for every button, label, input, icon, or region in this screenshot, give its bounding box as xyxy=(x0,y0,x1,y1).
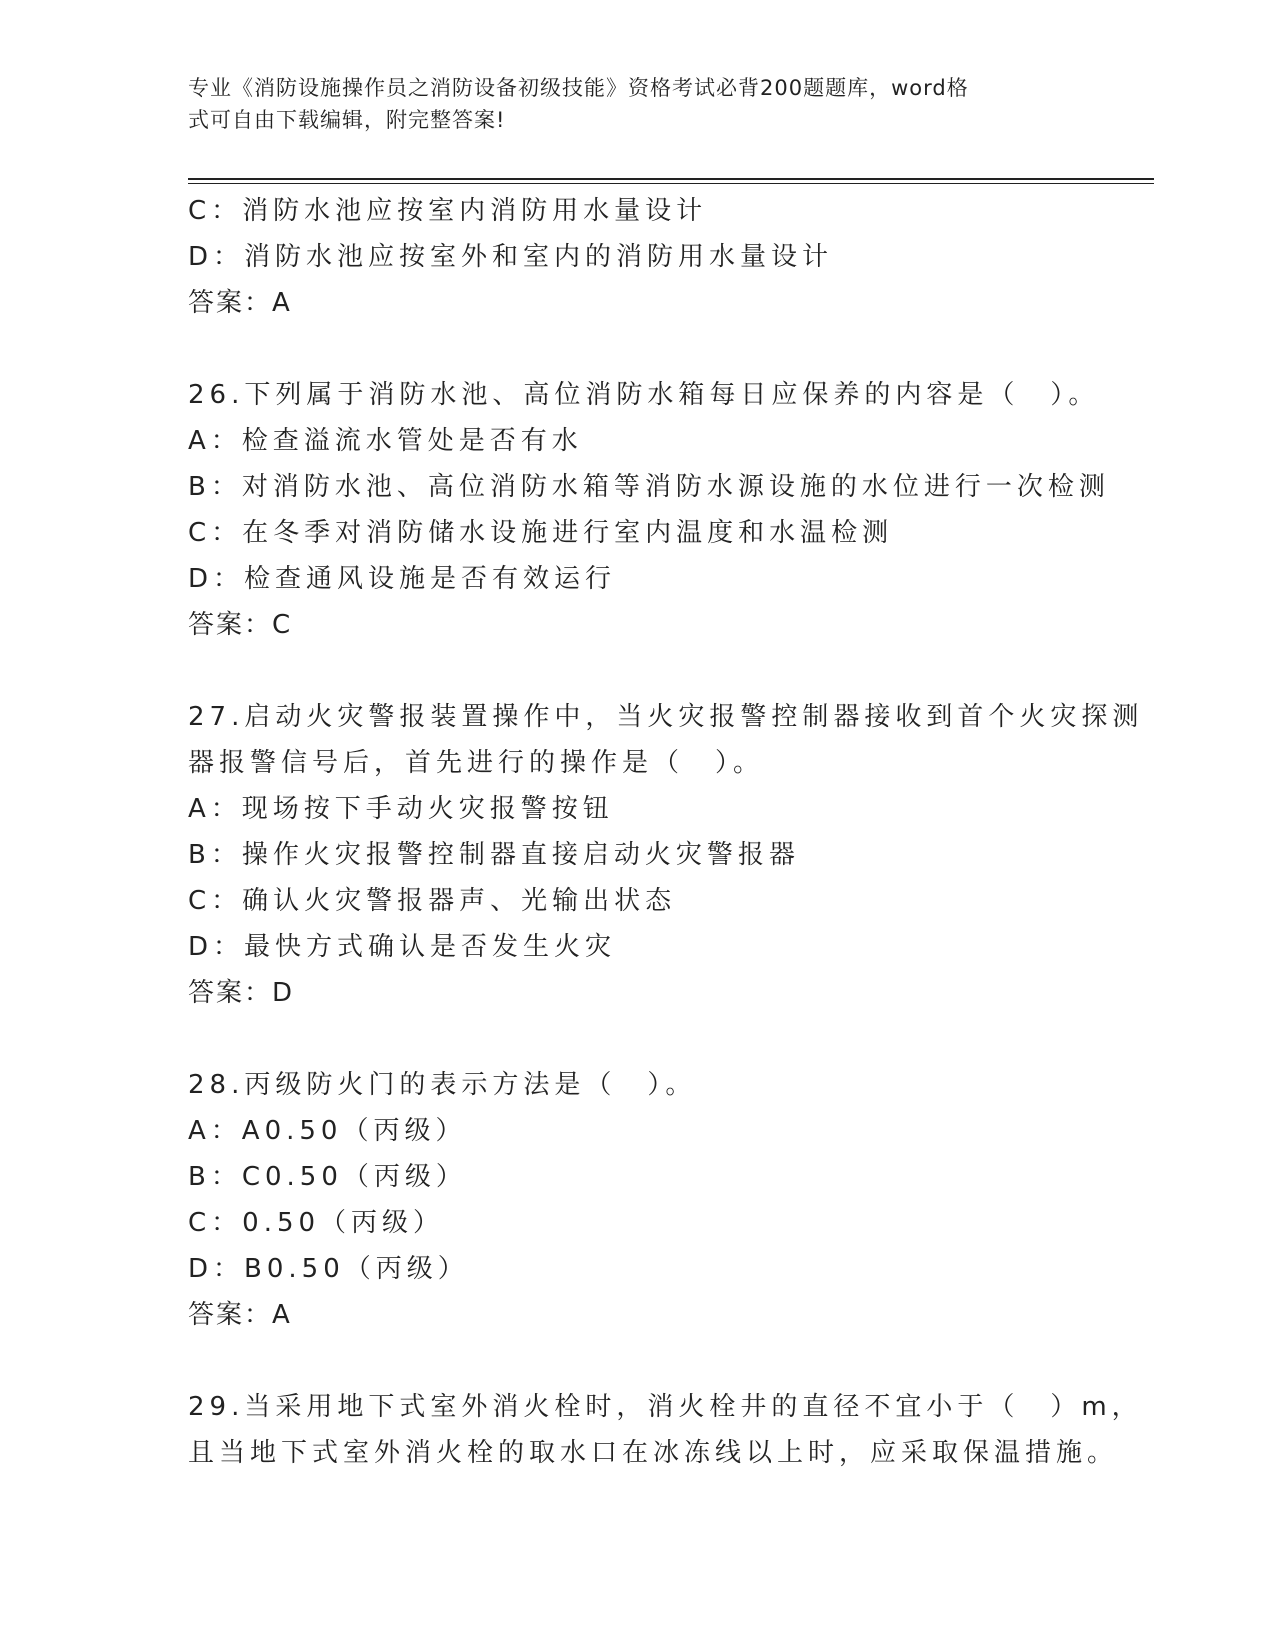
header-rule-thick xyxy=(188,178,1154,180)
option-b: B：C0.50（丙级） xyxy=(188,1162,467,1192)
option-c: C：消防水池应按室内消防用水量设计 xyxy=(188,196,708,226)
page-header xyxy=(188,72,1088,136)
option-d: D：检查通风设施是否有效运行 xyxy=(188,564,617,594)
question-28 xyxy=(188,1062,1118,1338)
header-line-1: 专业《消防设施操作员之消防设备初级技能》资格考试必背200题题库，word格 xyxy=(188,76,969,100)
option-d: D：消防水池应按室外和室内的消防用水量设计 xyxy=(188,242,834,272)
answer: 答案：D xyxy=(188,978,295,1008)
answer: 答案：A xyxy=(188,1300,292,1330)
option-c: C：确认火灾警报器声、光输出状态 xyxy=(188,886,677,916)
question-stem: 26.下列属于消防水池、高位消防水箱每日应保养的内容是（ ）。 xyxy=(188,380,1100,410)
option-b: B：操作火灾报警控制器直接启动火灾警报器 xyxy=(188,840,800,870)
option-a: A：检查溢流水管处是否有水 xyxy=(188,426,583,456)
option-a: A：A0.50（丙级） xyxy=(188,1116,467,1146)
question-stem: 29.当采用地下式室外消火栓时，消火栓井的直径不宜小于（ ）m， xyxy=(188,1392,1143,1422)
question-stem-cont: 器报警信号后，首先进行的操作是（ ）。 xyxy=(188,748,765,778)
option-a: A：现场按下手动火灾报警按钮 xyxy=(188,794,614,824)
option-d: D：B0.50（丙级） xyxy=(188,1254,469,1284)
question-stem-cont: 且当地下式室外消火栓的取水口在冰冻线以上时，应采取保温措施。 xyxy=(188,1438,1119,1468)
question-26 xyxy=(188,372,1118,648)
header-rule-thin xyxy=(188,183,1154,184)
header-line-2: 式可自由下载编辑，附完整答案! xyxy=(188,108,506,132)
question-stem: 27.启动火灾警报装置操作中，当火灾报警控制器接收到首个火灾探测 xyxy=(188,702,1144,732)
question-25-continued xyxy=(188,188,1118,326)
question-list xyxy=(188,188,1144,1476)
answer: 答案：C xyxy=(188,610,293,640)
question-27 xyxy=(188,694,1144,1016)
option-b: B：对消防水池、高位消防水箱等消防水源设施的水位进行一次检测 xyxy=(188,472,1110,502)
option-c: C：在冬季对消防储水设施进行室内温度和水温检测 xyxy=(188,518,894,548)
option-d: D：最快方式确认是否发生火灾 xyxy=(188,932,617,962)
option-c: C：0.50（丙级） xyxy=(188,1208,445,1238)
question-stem: 28.丙级防火门的表示方法是（ ）。 xyxy=(188,1070,697,1100)
question-29 xyxy=(188,1384,1143,1476)
answer: 答案：A xyxy=(188,288,292,318)
